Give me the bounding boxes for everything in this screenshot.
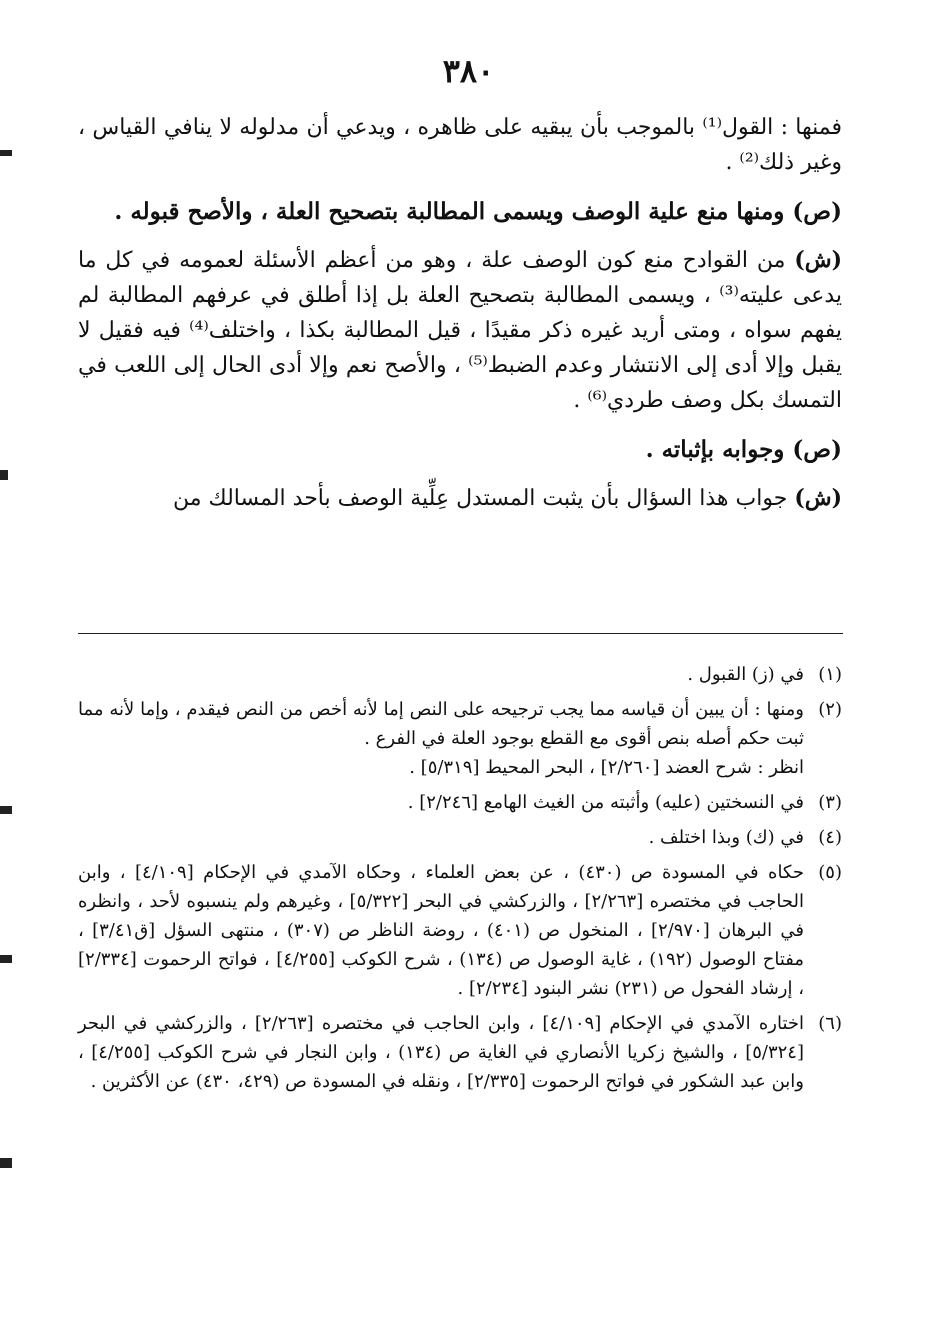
footnote-2 bbox=[78, 695, 842, 782]
footnote-6 bbox=[78, 1009, 842, 1096]
paragraph-4 bbox=[78, 432, 842, 467]
footnote-text: في النسختين (عليه) وأثبته من الغيث الهامع [٢/٢٤٦] . bbox=[407, 792, 804, 813]
footnote-number: (٦) bbox=[818, 1013, 842, 1034]
paragraph-text: فمنها : القول⁽¹⁾ بالموجب بأن يبقيه على ظاهره ، ويدعي أن مدلوله لا ينافي القياس ، وغير ذلك⁽²⁾ . bbox=[78, 115, 842, 175]
paragraph-text: جواب هذا السؤال بأن يثبت المستدل عِلِّية الوصف بأحد المسالك من bbox=[173, 486, 788, 511]
footnote-text: اختاره الآمدي في الإحكام [٤/١٠٩] ، وابن الحاجب في مختصره [٢/٢٦٣] ، والزركشي في البحر [٥/٣٢٤] ، والشيخ زكريا الأنصاري في الغاية ص (١٣٤) ، وابن النجار في شرح الكوكب [٤/٢٥٥] ، وابن عبد الشكور في فواتح الرحموت [٢/٣٣٥] ، ونقله في المسودة ص (٤٢٩، ٤٣٠) عن الأكثرين . bbox=[78, 1013, 805, 1092]
footnote-3 bbox=[78, 788, 842, 817]
footnote-number: (٣) bbox=[818, 792, 842, 813]
footnote-5 bbox=[78, 858, 842, 1003]
footnote-divider bbox=[78, 633, 843, 634]
footnote-text: ومنها : أن يبين أن قياسه مما يجب ترجيحه على النص إما لأنه أخص من النص فيقدم ، وإما لأنه مما ثبت حكم أصله بنص أقوى مع القطع بوجود العلة في الفرع . bbox=[78, 699, 804, 749]
paragraph-5 bbox=[78, 481, 842, 516]
sharh-tag: (ش) bbox=[794, 247, 842, 273]
footnote-4 bbox=[78, 823, 842, 852]
scan-edge-mark bbox=[0, 150, 12, 156]
paragraph-text: من القوادح منع كون الوصف علة ، وهو من أعظم الأسئلة لعمومه في كل ما يدعى عليته⁽³⁾ ، ويسمى المطالبة بتصحيح العلة بل إذا أطلق في عرفهم المطالبة لم يفهم سواه ، ومتى أريد غيره ذكر مقيدًا ، قيل المطالبة بكذا ، واختلف⁽⁴⁾ فيه فقيل لا يقبل وإلا أدى إلى الانتشار وعدم الضبط⁽⁵⁾ ، والأصح نعم وإلا أدى الحال إلى اللعب في التمسك بكل وصف طردي⁽⁶⁾ . bbox=[78, 248, 843, 413]
sharh-tag: (ش) bbox=[794, 485, 842, 511]
matn-tag: (ص) bbox=[792, 436, 842, 463]
footnote-number: (١) bbox=[818, 664, 842, 685]
paragraph-text: ومنها منع علية الوصف ويسمى المطالبة بتصحيح العلة ، والأصح قبوله . bbox=[114, 198, 785, 225]
footnote-text: في (ز) القبول . bbox=[687, 664, 804, 685]
scan-edge-mark bbox=[0, 470, 8, 480]
footnote-1 bbox=[78, 660, 842, 689]
paragraph-2 bbox=[78, 194, 842, 229]
scan-edge-mark bbox=[0, 1158, 12, 1168]
footnote-number: (٤) bbox=[818, 827, 842, 848]
paragraph-1 bbox=[78, 110, 842, 180]
footnote-text: في (ك) وبذا اختلف . bbox=[648, 827, 804, 848]
footnote-number: (٢) bbox=[818, 699, 842, 720]
footnote-text: حكاه في المسودة ص (٤٣٠) ، عن بعض العلماء ، وحكاه الآمدي في الإحكام [٤/١٠٩] ، وابن الحاجب في مختصره [٢/٢٦٣] ، والزركشي في البحر [٥/٣٢٢] ، وغيرهم ولم ينسبوه لأحد ، وانظره في البرهان [٢/٩٧٠] ، المنخول ص (٤٠١) ، روضة الناظر ص (٣٠٧) ، منتهى السؤل [ق٣/٤١] ، مفتاح الوصول (١٩٢) ، غاية الوصول ص (١٣٤) ، شرح الكوكب [٤/٢٥٥] ، فواتح الرحموت [٢/٣٣٤] ، إرشاد الفحول ص (٢٣١) نشر البنود [٢/٢٣٤] . bbox=[78, 862, 805, 999]
page-number: ٣٨٠ bbox=[442, 52, 495, 90]
footnote-reference: انظر : شرح العضد [٢/٢٦٠] ، البحر المحيط [٥/٣١٩] . bbox=[409, 757, 804, 778]
paragraph-text: وجوابه بإثباته . bbox=[645, 436, 785, 463]
scan-edge-mark bbox=[0, 955, 12, 963]
scan-edge-mark bbox=[0, 806, 12, 814]
main-text bbox=[78, 110, 842, 530]
paragraph-3 bbox=[78, 243, 842, 418]
footnote-number: (٥) bbox=[818, 862, 842, 883]
matn-tag: (ص) bbox=[792, 198, 842, 225]
footnotes bbox=[78, 660, 842, 1102]
